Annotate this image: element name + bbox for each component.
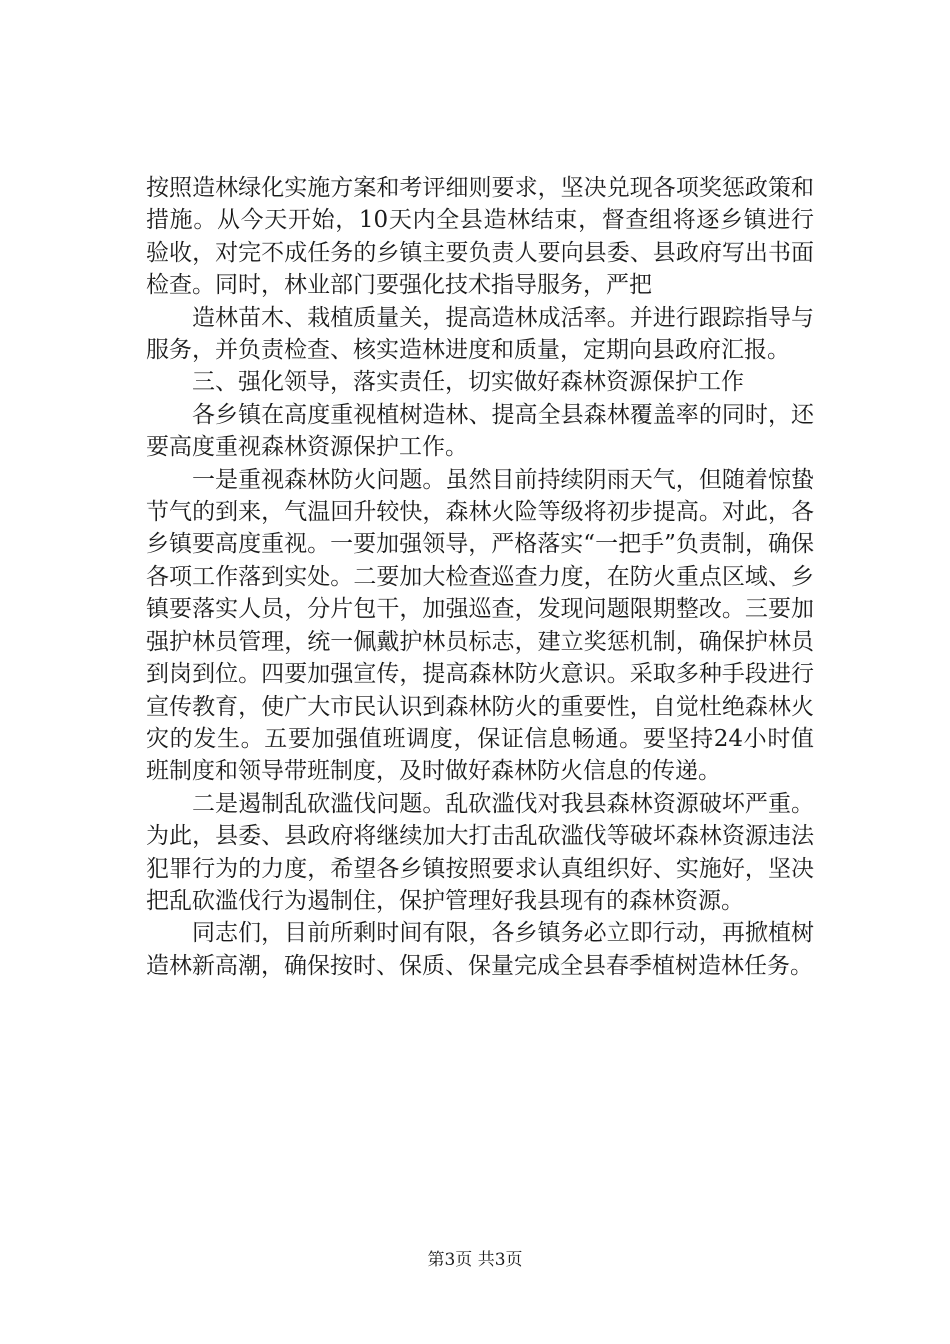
page-number-footer: 第3页 共3页: [427, 1250, 523, 1270]
paragraph-7: 同志们，目前所剩时间有限，各乡镇务必立即行动，再掀植树造林新高潮，确保按时、保质、保量完成全县春季植树造林任务。: [146, 920, 814, 979]
paragraph-1: 按照造林绿化实施方案和考评细则要求，坚决兑现各项奖惩政策和措施。从今天开始，10天内全县造林结束，督查组将逐乡镇进行验收，对完不成任务的乡镇主要负责人要向县委、县政府写出书面检查。同时，林业部门要强化技术指导服务，严把: [146, 175, 814, 299]
section-heading-3: 三、强化领导，落实责任，切实做好森林资源保护工作: [192, 369, 744, 396]
document-body: [146, 172, 814, 982]
paragraph-2: 造林苗木、栽植质量关，提高造林成活率。并进行跟踪指导与服务，并负责检查、核实造林进度和质量，定期向县政府汇报。: [146, 304, 814, 364]
paragraph-6: 二是遏制乱砍滥伐问题。乱砍滥伐对我县森林资源破坏严重。为此，县委、县政府将继续加大打击乱砍滥伐等破坏森林资源违法犯罪行为的力度，希望各乡镇按照要求认真组织好、实施好，坚决把乱砍滥伐行为遏制住，保护管理好我县现有的森林资源。: [146, 790, 814, 914]
paragraph-5: 一是重视森林防火问题。虽然目前持续阴雨天气，但随着惊蛰节气的到来，气温回升较快，森林火险等级将初步提高。对此，各乡镇要高度重视。一要加强领导，严格落实“一把手”负责制，确保各项工作落到实处。二要加大检查巡查力度，在防火重点区域、乡镇要落实人员，分片包干，加强巡查，发现问题限期整改。三要加强护林员管理，统一佩戴护林员标志，建立奖惩机制，确保护林员到岗到位。四要加强宣传，提高森林防火意识。采取多种手段进行宣传教育，使广大市民认识到森林防火的重要性，自觉杜绝森林火灾的发生。五要加强值班调度，保证信息畅通。要坚持24小时值班制度和领导带班制度，及时做好森林防火信息的传递。: [146, 466, 814, 785]
paragraph-4: 各乡镇在高度重视植树造林、提高全县森林覆盖率的同时，还要高度重视森林资源保护工作。: [146, 401, 814, 461]
